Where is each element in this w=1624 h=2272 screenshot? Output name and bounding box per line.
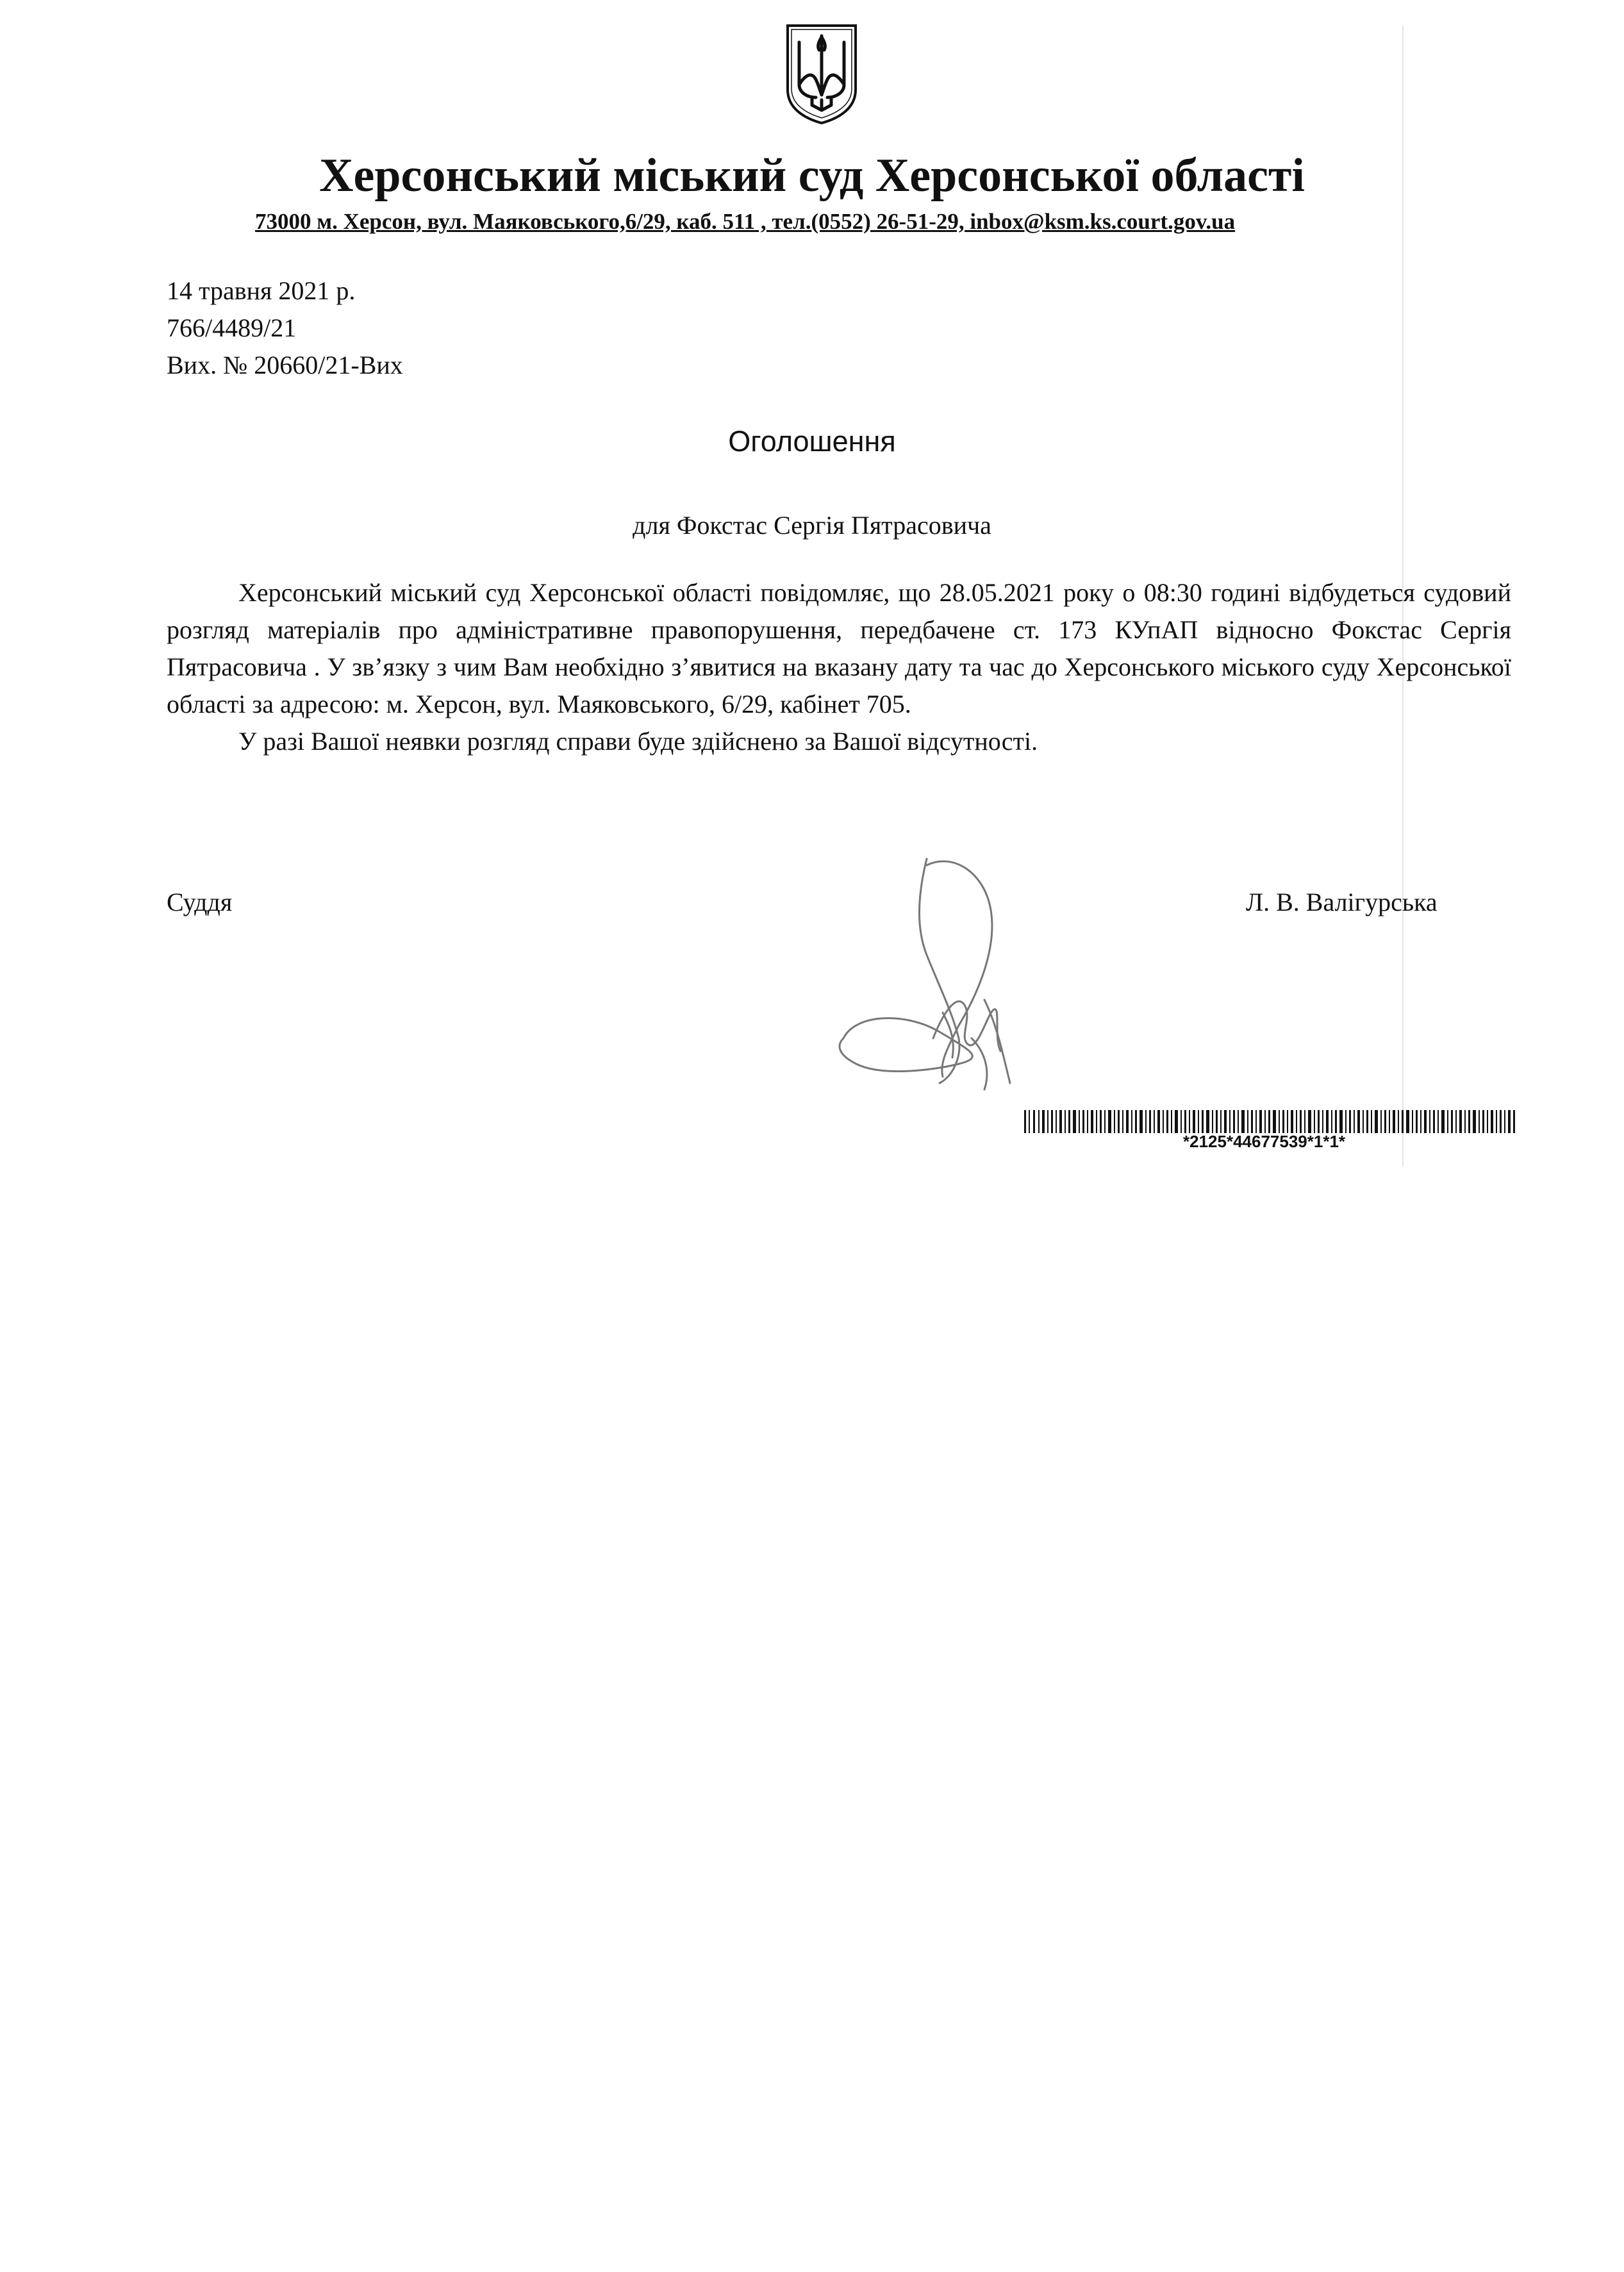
case-number: 766/4489/21 — [167, 313, 297, 342]
document-title: Оголошення — [728, 425, 896, 458]
outgoing-number: Вих. № 20660/21-Вих — [167, 351, 403, 379]
barcode-number: *2125*44677539*1*1* — [1183, 1132, 1346, 1151]
court-name: Херсонський міський суд Херсонської області — [319, 149, 1305, 202]
notice-paragraph-2: У разі Вашої неявки розгляд справи буде здійснено за Вашої відсутності. — [238, 727, 1038, 756]
notice-body — [167, 574, 1511, 760]
coat-of-arms-icon — [784, 23, 859, 126]
notice-paragraph-1: Херсонський міський суд Херсонської області повідомляє, що 28.05.2021 року о 08:30 годині відбудеться судовий розгляд матеріалів про адміністративне правопорушення, передбачене ст. 173 КУпАП відносно Фокстас Сергія Пятрасовича . У зв’язку з чим Вам необхідно з’явитися на вказану дату та час до Херсонського міського суду Херсонської області за адресою: м. Херсон, вул. Маяковського, 6/29, кабінет 705. — [167, 578, 1511, 718]
signer-name: Л. В. Валігурська — [1246, 888, 1438, 916]
court-address: 73000 м. Херсон, вул. Маяковського,6/29, каб. 511 , тел.(0552) 26-51-29, inbox@ksm.ks.court.gov.ua — [255, 209, 1236, 234]
barcode — [1024, 1110, 1515, 1133]
handwritten-signature — [831, 846, 1048, 1115]
document-date: 14 травня 2021 р. — [167, 276, 356, 305]
signer-role: Суддя — [167, 888, 233, 916]
addressee: для Фокстас Сергія Пятрасовича — [633, 511, 991, 540]
